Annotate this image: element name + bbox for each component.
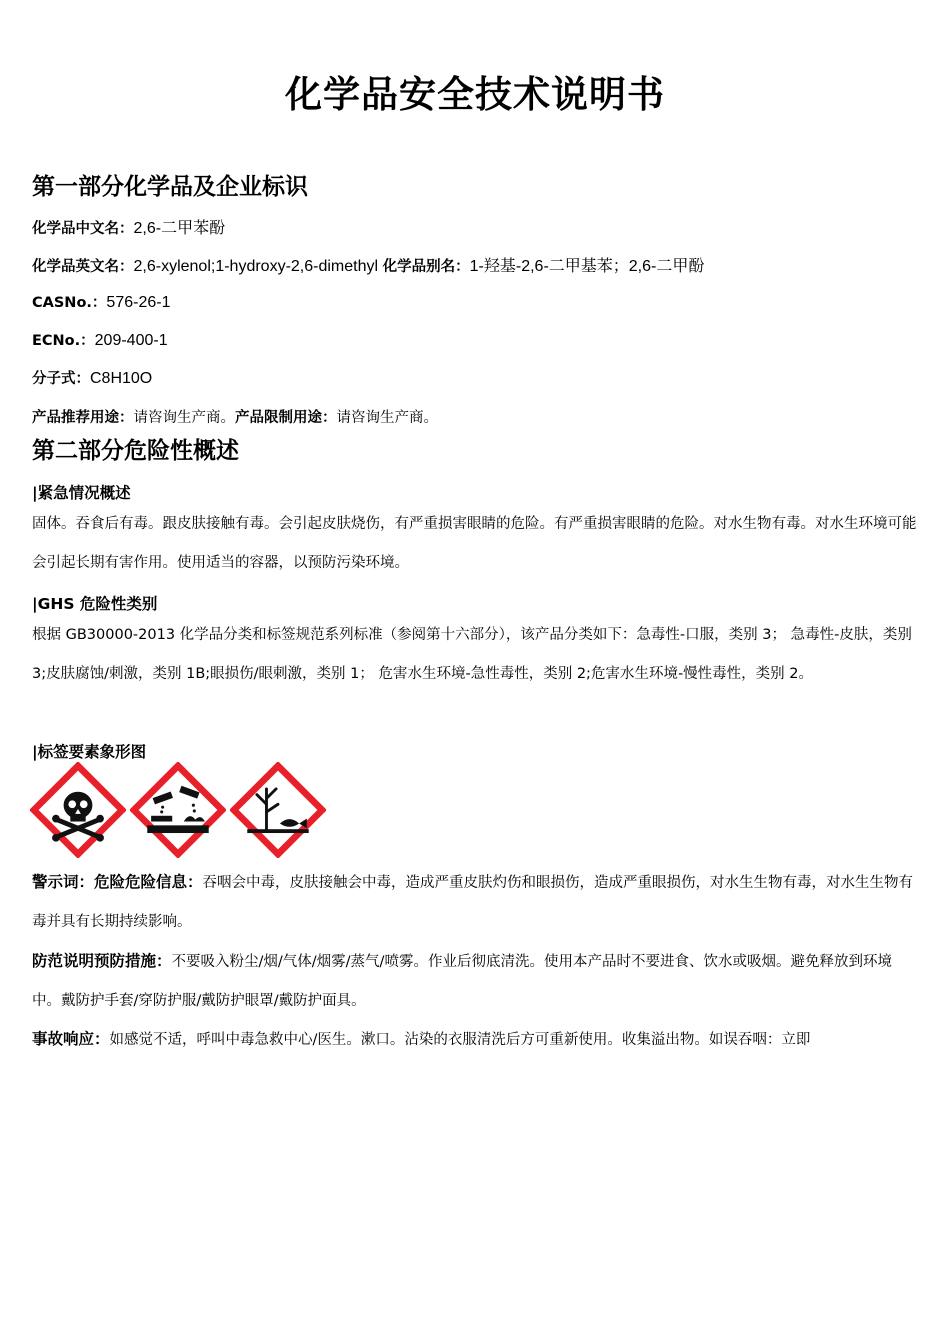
response-label: 事故响应： — [32, 1030, 110, 1048]
signal-label: 警示词：危险危险信息： — [32, 873, 203, 891]
environment-icon — [230, 762, 326, 858]
formula-line — [32, 367, 152, 388]
use-label: 产品推荐用途： — [32, 410, 134, 426]
ec-line — [32, 329, 168, 350]
cn-name-label: 化学品中文名： — [32, 221, 134, 237]
restrict-label: 产品限制用途： — [235, 410, 337, 426]
signal-paragraph — [32, 863, 918, 942]
emergency-heading: |紧急情况概述 — [32, 484, 131, 502]
signal-text: 吞咽会中毒，皮肤接触会中毒，造成严重皮肤灼伤和眼损伤，造成严重眼损伤，对水生生物有毒，对水生生物有毒并具有长期持续影响。 — [32, 875, 914, 930]
use-value: 请咨询生产商。 — [133, 410, 235, 426]
formula-value: C8H10O — [90, 370, 153, 387]
emergency-text: 固体。吞食后有毒。跟皮肤接触有毒。会引起皮肤烧伤，有严重损害眼睛的危险。有严重损害眼睛的危险。对水生物有毒。对水生环境可能会引起长期有害作用。使用适当的容器，以预防污染环境。 — [32, 516, 917, 571]
en-name-label: 化学品英文名： — [32, 259, 134, 275]
document-title: 化学品安全技术说明书 — [285, 73, 665, 116]
ec-label: ECNo.： — [32, 333, 95, 349]
cn-name-value: 2,6-二甲苯酚 — [133, 220, 226, 237]
ec-value: 209-400-1 — [94, 332, 168, 349]
skull-crossbones-icon — [30, 762, 126, 858]
prevention-text: 不要吸入粉尘/烟/气体/烟雾/蒸气/喷雾。作业后彻底清洗。使用本产品时不要进食、饮水或吸烟。避免释放到环境中。戴防护手套/穿防护服/戴防护眼罩/戴防护面具。 — [32, 954, 892, 1009]
use-line — [32, 406, 438, 427]
ghs-pictograms — [30, 762, 330, 858]
restrict-value: 请咨询生产商。 — [336, 410, 438, 426]
alias-value: 1-羟基-2,6-二甲基苯；2,6-二甲酚 — [469, 258, 705, 275]
prevention-paragraph — [32, 942, 918, 1021]
pictogram-heading: |标签要素象形图 — [32, 743, 147, 761]
cas-label: CASNo.： — [32, 295, 107, 311]
corrosion-icon — [130, 762, 226, 858]
prevention-label: 防范说明预防措施： — [32, 952, 172, 970]
alias-label: 化学品别名： — [382, 259, 470, 275]
en-name-value: 2,6-xylenol;1-hydroxy-2,6-dimethyl — [133, 258, 379, 275]
cas-line — [32, 291, 170, 312]
part1-heading: 第一部分化学品及企业标识 — [32, 174, 308, 200]
en-name-line — [32, 253, 704, 276]
cas-value: 576-26-1 — [106, 294, 171, 311]
ghs-heading: |GHS 危险性类别 — [32, 595, 158, 613]
formula-label: 分子式： — [32, 371, 90, 387]
response-text: 如感觉不适，呼叫中毒急救中心/医生。漱口。沾染的衣服清洗后方可重新使用。收集溢出物。如误吞咽：立即 — [109, 1032, 811, 1048]
cn-name-line — [32, 215, 225, 238]
response-paragraph — [32, 1020, 918, 1060]
ghs-text: 根据 GB30000-2013 化学品分类和标签规范系列标准（参阅第十六部分），该产品分类如下：急毒性-口服，类别 3； 急毒性-皮肤，类别 3;皮肤腐蚀/刺激，类别 1B;眼损伤/眼刺激，类别 1； 危害水生环境-急性毒性，类别 2;危害水生环境-慢性毒性，类别 2。 — [32, 627, 912, 682]
part2-heading: 第二部分危险性概述 — [32, 438, 239, 464]
